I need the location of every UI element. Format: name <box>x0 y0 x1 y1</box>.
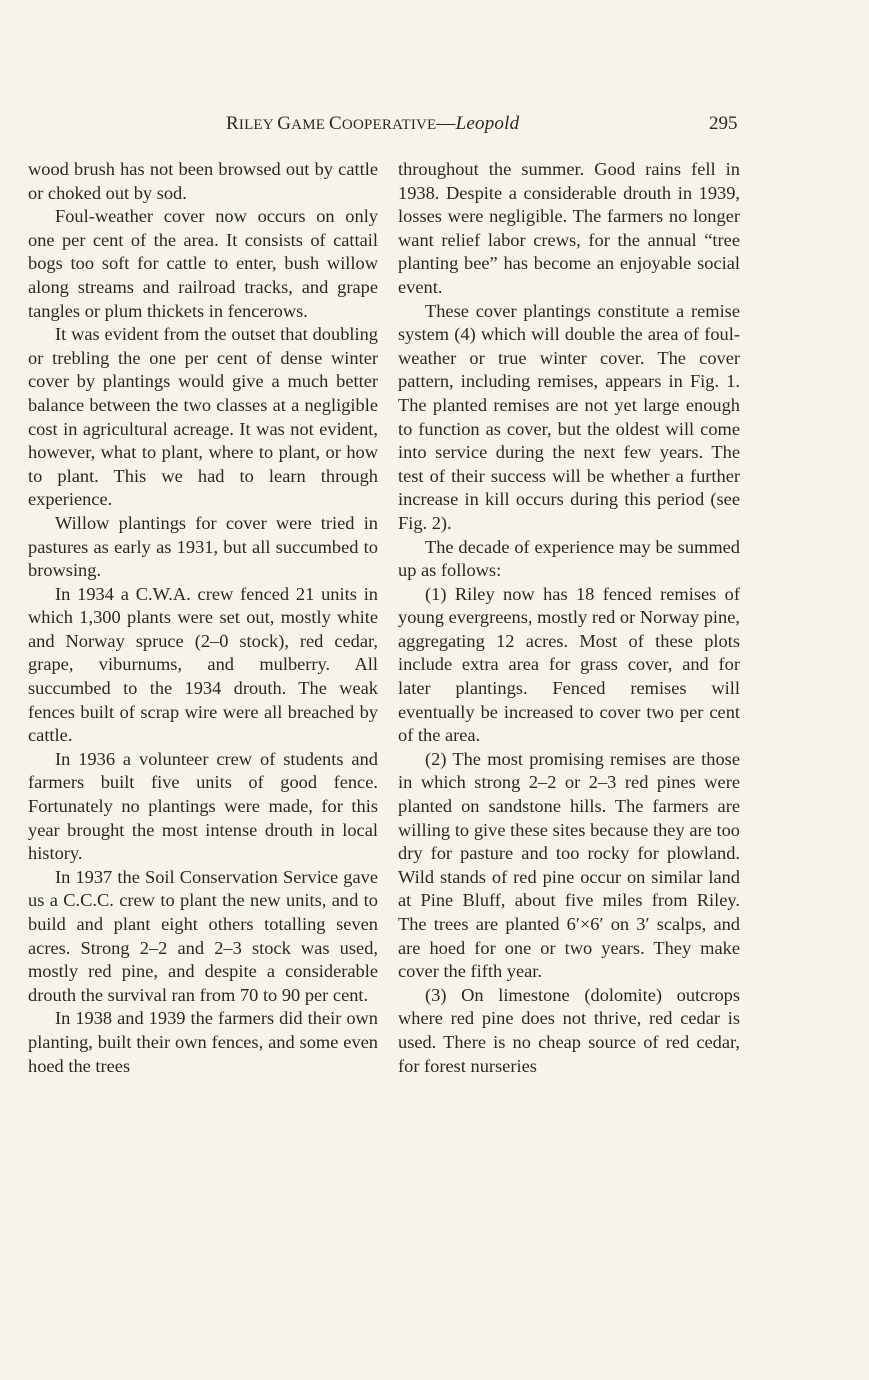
paragraph: The decade of experience may be summed up as follows: <box>398 536 740 581</box>
left-column <box>28 158 378 1078</box>
running-title <box>226 113 519 135</box>
right-column <box>398 158 740 1078</box>
running-title-part: — <box>436 113 456 134</box>
running-title-part: R <box>226 113 239 134</box>
paragraph: In 1934 a C.W.A. crew fenced 21 units in which 1,300 plants were set out, mostly white and Norway spruce (2–0 stock), red cedar, grape, viburnums, and mulberry. All succumbed to the 1934 drouth. The weak fences built of scrap wire were all breached by cattle. <box>28 583 378 746</box>
paragraph: These cover plantings constitute a remise system (4) which will double the area of foul-weather or true winter cover. The cover pattern, including remises, appears in Fig. 1. The planted remises are not yet large enough to function as cover, but the oldest will come into service during the next few years. The test of their success will be whether a further increase in kill occurs during this period (see Fig. 2). <box>398 300 740 533</box>
running-title-part: C <box>329 113 342 134</box>
paragraph: Foul-weather cover now occurs on only one per cent of the area. It consists of cattail bogs too soft for cattle to enter, bush willow along streams and railroad tracks, and grape tangles or plum thickets in fencerows. <box>28 206 378 321</box>
paragraph: (1) Riley now has 18 fenced remises of young evergreens, mostly red or Norway pine, aggregating 12 acres. Most of these plots include extra area for grass cover, and for later plantings. Fenced remises will eventually be increased to cover two per cent of the area. <box>398 583 740 746</box>
paragraph: wood brush has not been browsed out by cattle or choked out by sod. <box>28 159 378 203</box>
paragraph: Willow plantings for cover were tried in pastures as early as 1931, but all succumbed to browsing. <box>28 512 378 581</box>
paragraph: In 1936 a volunteer crew of students and farmers built five units of good fence. Fortunately no plantings were made, for this year brought the most intense drouth in local history. <box>28 748 378 864</box>
running-title-part: AME <box>291 117 330 133</box>
paragraph: (2) The most promising remises are those in which strong 2–2 or 2–3 red pines were planted on sandstone hills. The farmers are willing to give these sites because they are too dry for pasture and too rocky for plowland. Wild stands of red pine occur on similar land at Pine Bluff, about five miles from Riley. The trees are planted 6′×6′ on 3′ scalps, and are hoed for one or two years. They make cover the fifth year. <box>398 748 740 982</box>
running-title-part: ILEY <box>238 117 278 133</box>
running-title-part: G <box>277 113 292 134</box>
paragraph: In 1938 and 1939 the farmers did their own planting, built their own fences, and some even hoed the trees <box>28 1008 378 1076</box>
running-head <box>0 113 869 139</box>
page-number: 295 <box>709 113 738 134</box>
running-title-part: Leopold <box>455 113 520 134</box>
paragraph: (3) On limestone (dolomite) outcrops where red pine does not thrive, red cedar is used. There is no cheap source of red cedar, for forest nurseries <box>398 984 740 1076</box>
paragraph: It was evident from the outset that doubling or trebling the one per cent of dense winter cover by plantings would give a much better balance between the two classes at a negligible cost in agricultural acreage. It was not evident, however, what to plant, where to plant, or how to plant. This we had to learn through experience. <box>28 324 378 510</box>
paragraph: throughout the summer. Good rains fell in 1938. Despite a considerable drouth in 1939, losses were negligible. The farmers no longer want relief labor crews, for the annual “tree planting bee” has become an enjoyable social event. <box>398 159 740 297</box>
running-title-part: OOPERATIVE <box>341 117 437 133</box>
paragraph: In 1937 the Soil Conservation Service gave us a C.C.C. crew to plant the new units, and to build and plant eight others totalling seven acres. Strong 2–2 and 2–3 stock was used, mostly red pine, and despite a considerable drouth the survival ran from 70 to 90 per cent. <box>28 866 378 1005</box>
